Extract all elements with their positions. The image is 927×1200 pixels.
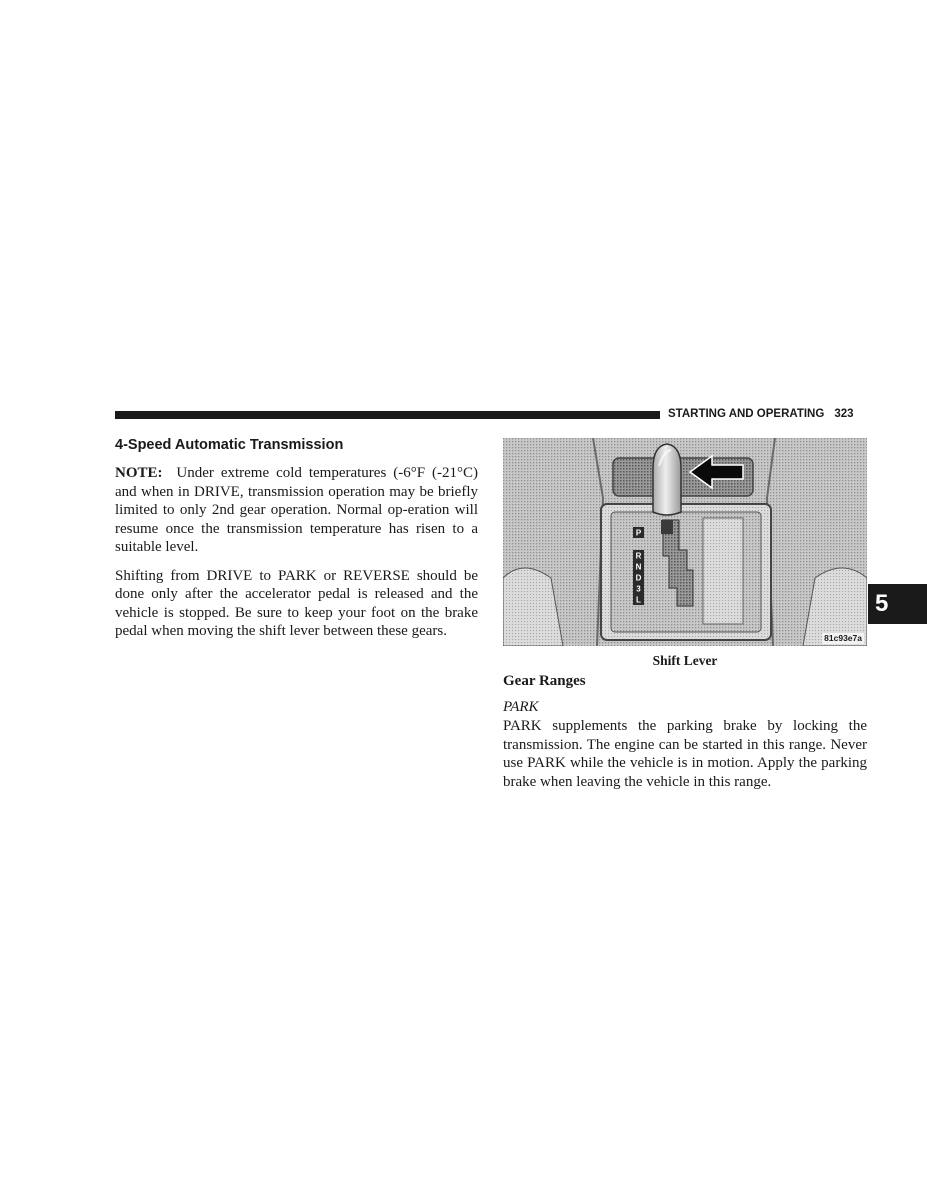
right-column	[503, 438, 867, 791]
shifting-paragraph: Shifting from DRIVE to PARK or REVERSE should be done only after the accelerator pedal is released and the vehicle is stopped. Be sure to keep your foot on the brake pedal when moving the shift lever between these gears.	[115, 567, 478, 639]
note-label: NOTE:	[115, 465, 163, 481]
gear-label-3: 3	[636, 584, 641, 594]
shift-lever-illustration	[503, 438, 867, 646]
header-rule	[115, 411, 660, 419]
note-paragraph	[115, 464, 478, 557]
park-paragraph: PARK supplements the parking brake by locking the transmission. The engine can be started in this range. Never use PARK while the vehicle is in motion. Apply the parking brake when leaving the vehicle in this range.	[503, 718, 867, 790]
gear-label-r: R	[635, 551, 642, 561]
left-column	[115, 436, 478, 651]
gear-label-n: N	[635, 562, 642, 572]
header-section-title: STARTING AND OPERATING	[668, 408, 825, 420]
park-subheading: PARK	[503, 699, 539, 715]
page-number: 323	[834, 408, 854, 420]
gear-label-l: L	[636, 595, 641, 605]
note-text: Under extreme cold temperatures (-6°F (-21°C) and when in DRIVE, transmission operation may be briefly limited to only 2nd gear operation. Normal op-eration will resume once the transmission temperature has risen to a suitable level.	[115, 465, 478, 555]
gear-ranges-heading: Gear Ranges	[503, 673, 586, 689]
gear-label-d: D	[635, 573, 642, 583]
figure-caption: Shift Lever	[652, 653, 718, 668]
shift-lever-figure	[503, 438, 867, 646]
figure-code: 81c93e7a	[824, 633, 862, 643]
chapter-tab: 5	[868, 584, 927, 624]
running-header	[668, 408, 868, 424]
section-title: 4-Speed Automatic Transmission	[115, 437, 344, 453]
gear-label-p: P	[635, 528, 642, 538]
